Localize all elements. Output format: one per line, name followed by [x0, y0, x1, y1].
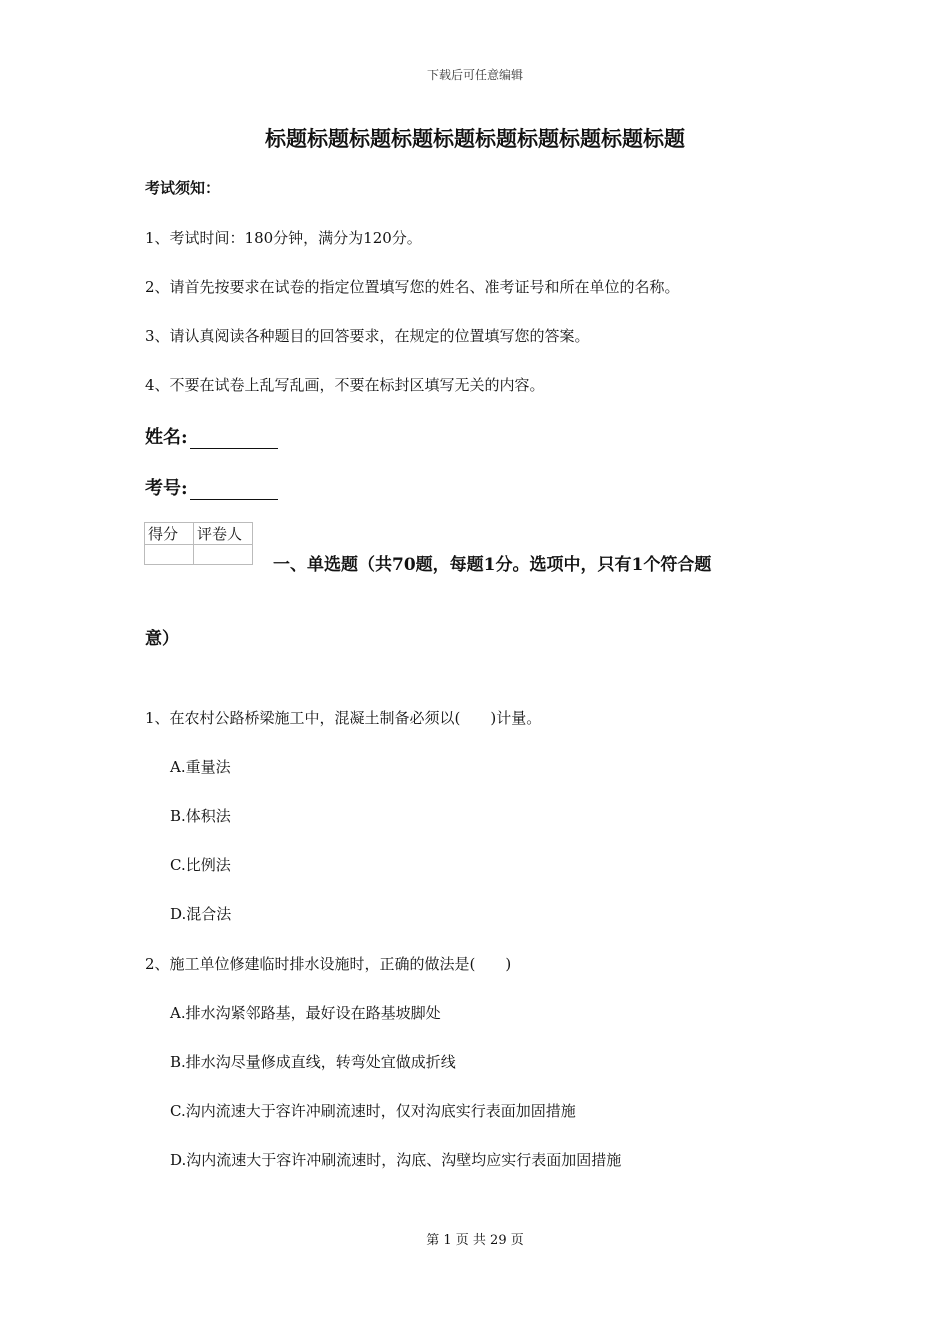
- name-label: 姓名:: [145, 427, 188, 448]
- answer-option[interactable]: D.沟内流速大于容许冲刷流速时，沟底、沟壁均应实行表面加固措施: [170, 1151, 622, 1169]
- score-cell[interactable]: [145, 545, 194, 565]
- page-header: 下载后可任意编辑: [426, 68, 523, 82]
- notice-rule: 3、请认真阅读各种题目的回答要求，在规定的位置填写您的答案。: [145, 327, 590, 345]
- score-header: 得分: [145, 523, 194, 545]
- answer-option[interactable]: B.排水沟尽量修成直线，转弯处宜做成折线: [170, 1053, 456, 1071]
- name-blank-line[interactable]: [190, 430, 278, 449]
- document-title: 标题标题标题标题标题标题标题标题标题标题: [265, 126, 685, 151]
- grader-header: 评卷人: [194, 523, 253, 545]
- question-stem: 2、施工单位修建临时排水设施时，正确的做法是( ): [145, 955, 512, 973]
- question-stem: 1、在农村公路桥梁施工中，混凝土制备必须以( )计量。: [145, 709, 542, 727]
- name-field[interactable]: [145, 423, 278, 449]
- notice-rule: 1、考试时间：180分钟，满分为120分。: [145, 229, 422, 247]
- notice-heading: 考试须知：: [145, 179, 221, 197]
- section-heading-line1: 一、单选题（共70题，每题1分。选项中，只有1个符合题: [273, 555, 712, 575]
- exam-id-label: 考号:: [145, 478, 188, 499]
- score-table: [144, 522, 253, 565]
- answer-option[interactable]: C.比例法: [170, 856, 231, 874]
- exam-id-field[interactable]: [145, 474, 278, 500]
- section-heading-line2: 意）: [145, 629, 179, 649]
- notice-rule: 2、请首先按要求在试卷的指定位置填写您的姓名、准考证号和所在单位的名称。: [145, 278, 680, 296]
- exam-id-blank-line[interactable]: [190, 481, 278, 500]
- page-footer: 第 1 页 共 29 页: [426, 1233, 524, 1248]
- grader-cell[interactable]: [194, 545, 253, 565]
- answer-option[interactable]: D.混合法: [170, 905, 232, 923]
- answer-option[interactable]: A.重量法: [170, 758, 231, 776]
- answer-option[interactable]: B.体积法: [170, 807, 231, 825]
- notice-rule: 4、不要在试卷上乱写乱画，不要在标封区填写无关的内容。: [145, 376, 545, 394]
- answer-option[interactable]: C.沟内流速大于容许冲刷流速时，仅对沟底实行表面加固措施: [170, 1102, 576, 1120]
- answer-option[interactable]: A.排水沟紧邻路基，最好设在路基坡脚处: [170, 1004, 441, 1022]
